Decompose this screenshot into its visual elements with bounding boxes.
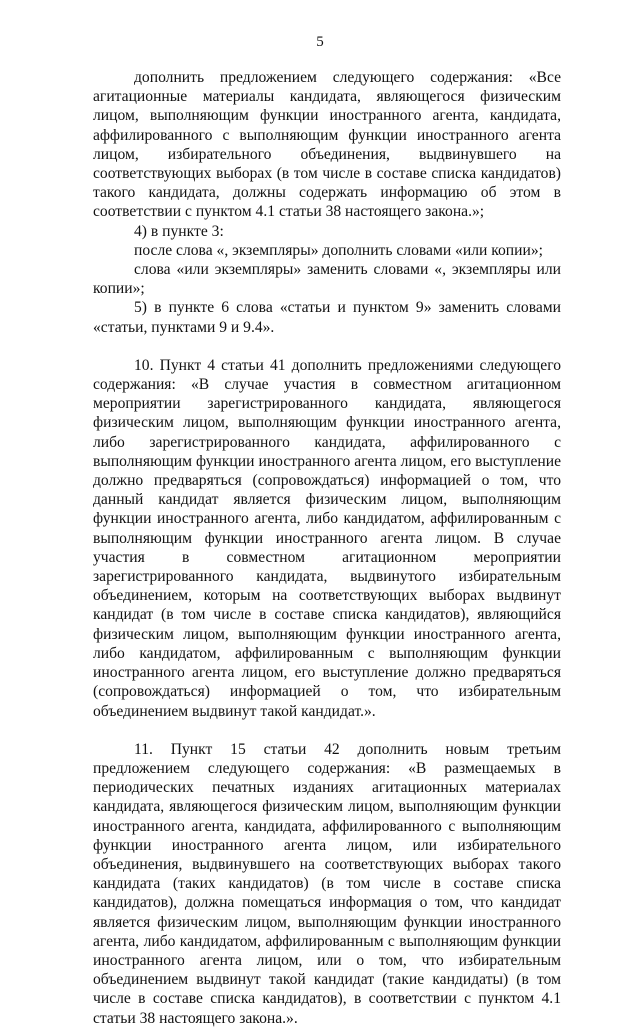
paragraph-item-4: 4) в пункте 3: — [134, 222, 224, 240]
paragraph-gap — [93, 721, 561, 740]
paragraph-item-5: 5) в пункте 6 слова «статьи и пунктом 9» заменить словами «статьи, пунктами 9 и 9.4». — [93, 299, 561, 336]
paragraph-add-copies: после слова «, экземпляры» дополнить словами «или копии»; — [134, 241, 543, 259]
paragraph-amendment-text: дополнить предложением следующего содержания: «Все агитационные материалы кандидата, являющегося физическим лицом, выполняющим функции иностранного агента, кандидата, аффилированного с выполняющим функции иностранного агента лицом, избирательного объединения, выдвинувшего на соответствующих выборах (в том числе в составе списка кандидатов) такого кандидата, должны содержать информацию об этом в соответствии с пунктом 4.1 статьи 38 настоящего закона.»; — [93, 69, 561, 221]
paragraph-replace-copies: слова «или экземпляры» заменить словами «, экземпляры или копии»; — [93, 261, 561, 298]
paragraph-section-10: 10. Пункт 4 статьи 41 дополнить предложениями следующего содержания: «В случае участия в совместном агитационном мероприятии зарегистрированного кандидата, являющегося физическим лицом, выполняющим функции иностранного агента, либо зарегистрированного кандидата, аффилированного с выполняющим функции иностранного агента лицом, его выступление должно предваряться (сопровождаться) информацией о том, что данный кандидат является физическим лицом, выполняющим функции иностранного агента, либо кандидатом, аффилированным с выполняющим функции иностранного агента лицом. В случае участия в совместном агитационном мероприятии зарегистрированного кандидата, выдвинутого избирательным объединением, которым на соответствующих выборах выдвинут кандидат (в том числе в составе списка кандидатов), являющийся физическим лицом, выполняющим функции иностранного агента, либо кандидатом, аффилированным с выполняющим функции иностранного агента лицом, его выступление должно предваряться (сопровождаться) информацией о том, что избирательным объединением выдвинут такой кандидат.». — [93, 356, 561, 720]
document-body — [93, 68, 561, 1028]
page-number: 5 — [316, 34, 324, 50]
paragraph-gap — [93, 337, 561, 356]
paragraph-section-11: 11. Пункт 15 статьи 42 дополнить новым третьим предложением следующего содержания: «В размещаемых в периодических печатных изданиях агитационных материалах кандидата, являющегося физическим лицом, выполняющим функции иностранного агента, кандидата, аффилированного с выполняющим функции иностранного агента лицом, или избирательного объединения, выдвинувшего на соответствующих выборах такого кандидата (таких кандидатов) (в том числе в составе списка кандидатов), должна помещаться информация о том, что кандидат является физическим лицом, выполняющим функции иностранного агента, либо кандидатом, аффилированным с выполняющим функции иностранного агента лицом, или о том, что избирательным объединением выдвинут такой кандидат (такие кандидаты) (в том числе в составе списка кандидатов), в соответствии с пунктом 4.1 статьи 38 настоящего закона.». — [93, 740, 561, 1027]
